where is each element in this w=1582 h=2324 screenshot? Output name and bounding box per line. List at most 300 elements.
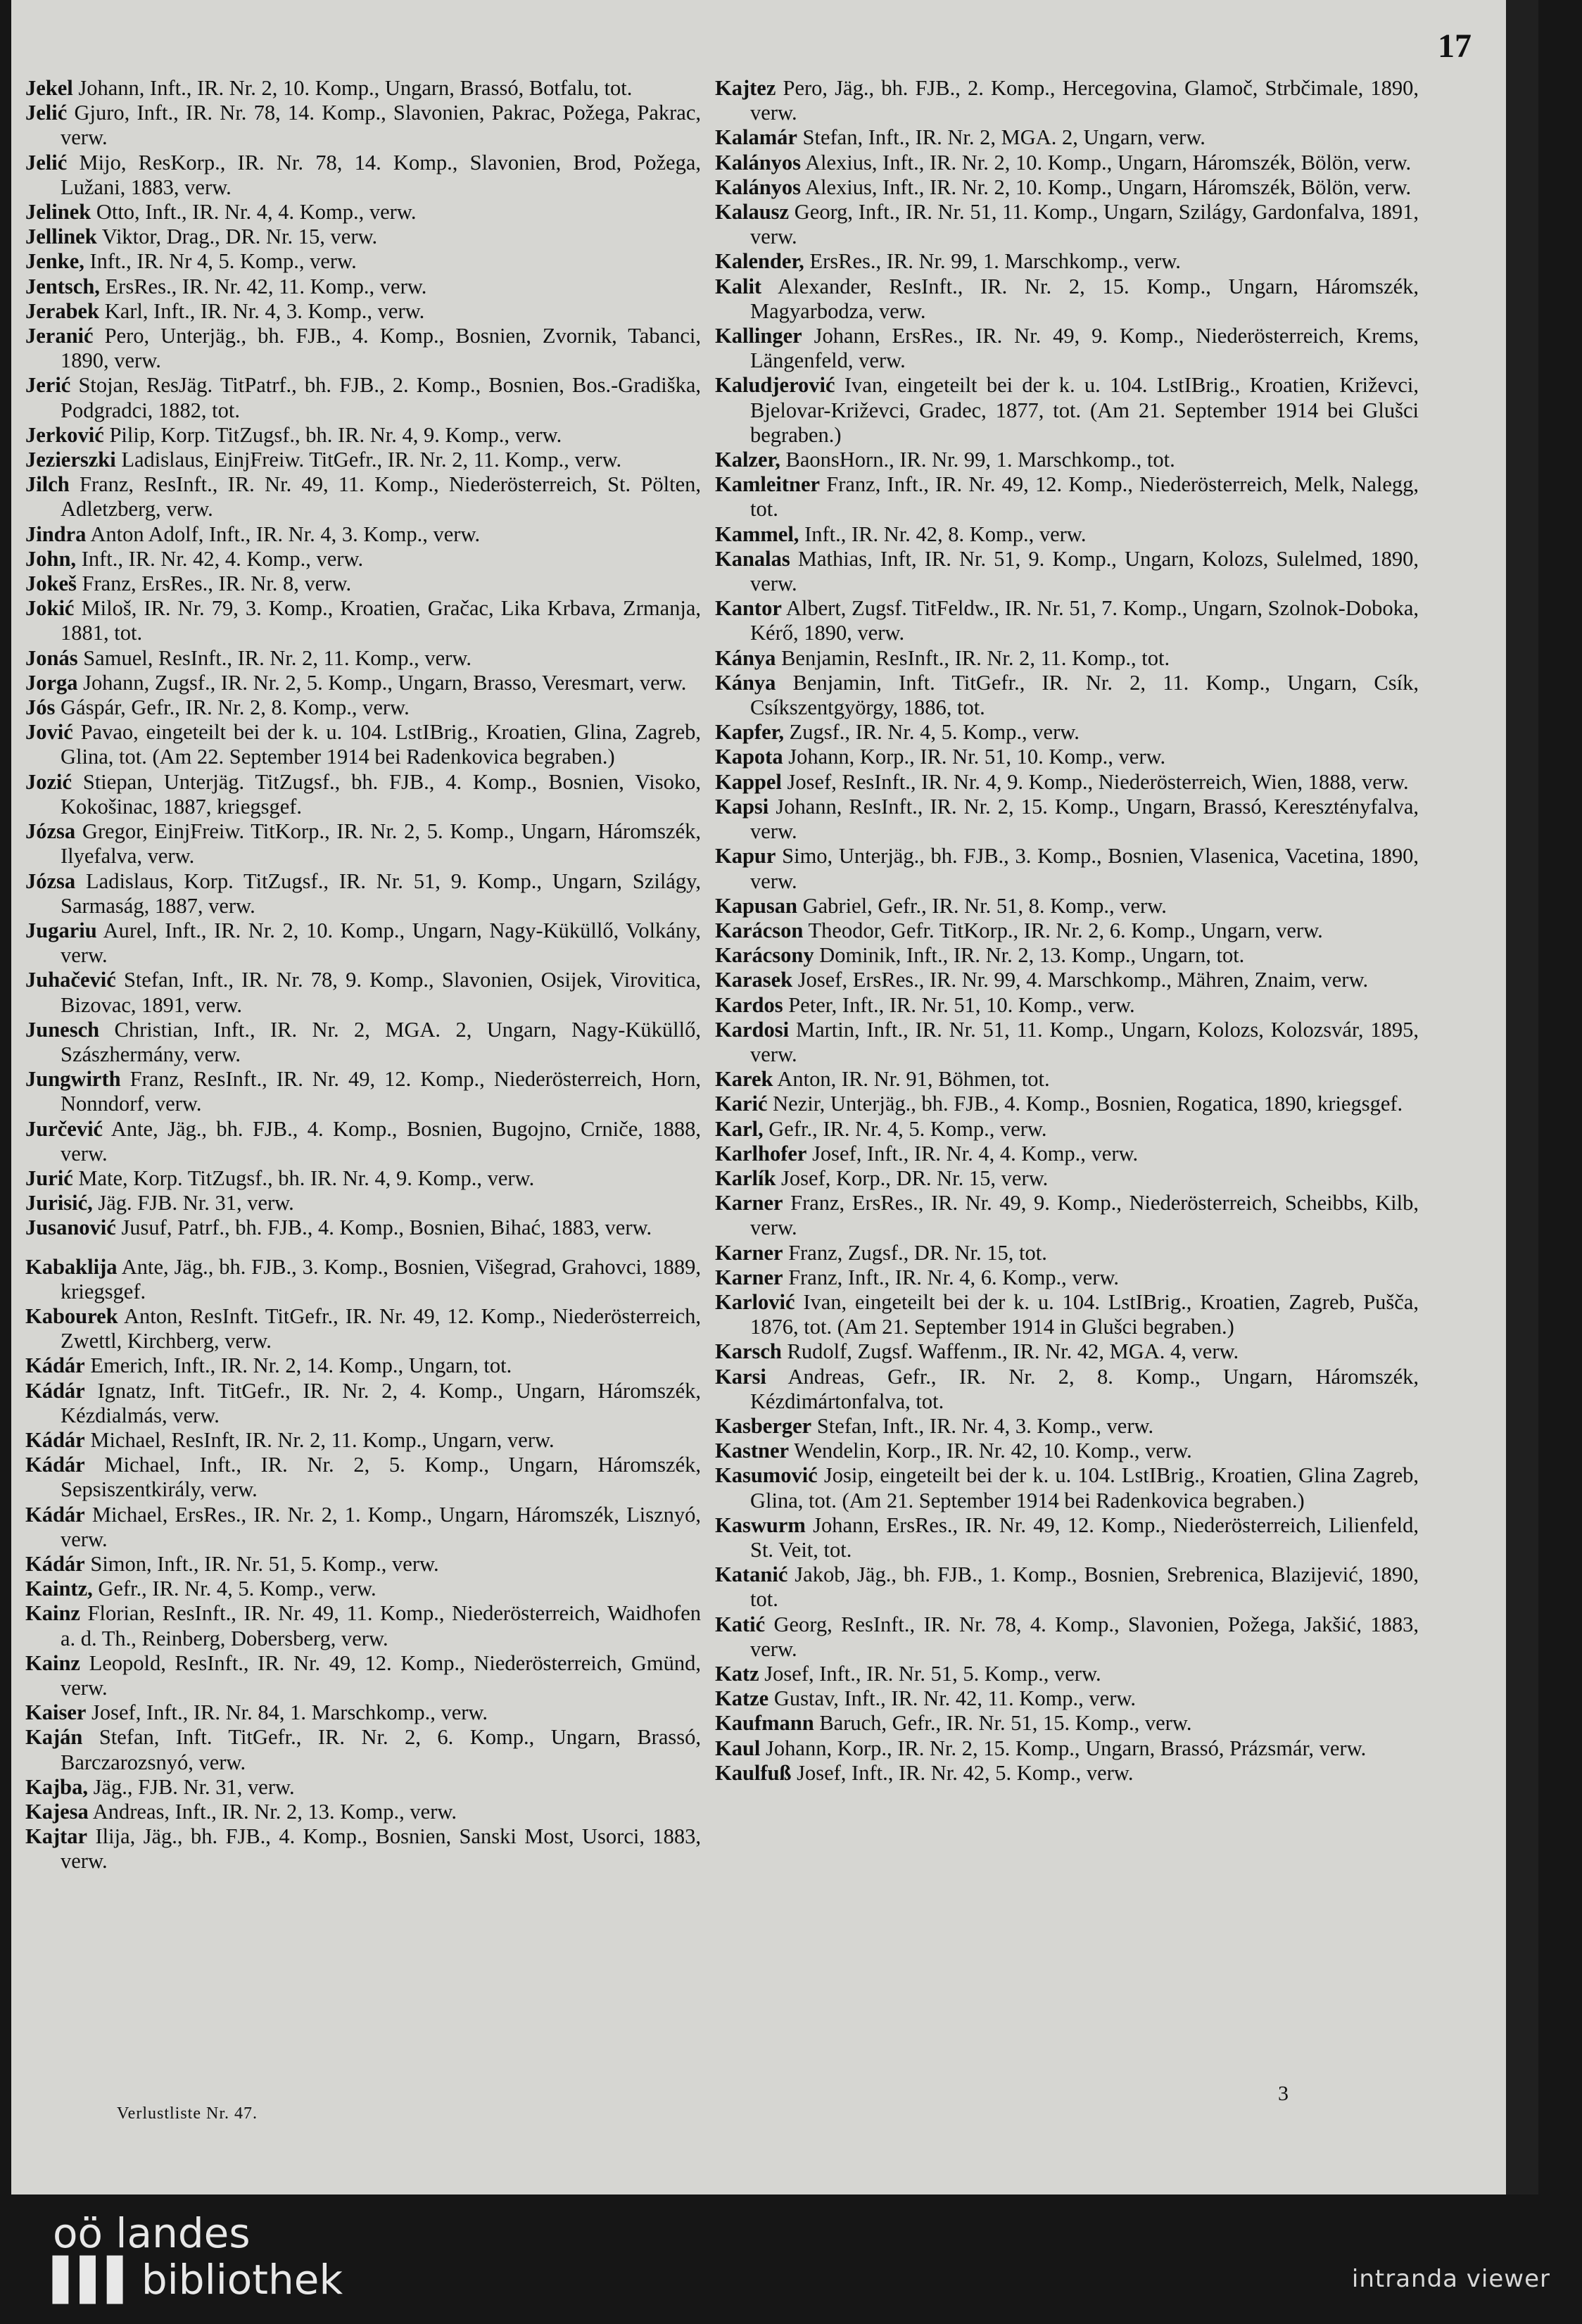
list-item (25, 1117, 701, 1166)
entry-details: Ladislaus, EinjFreiw. TitGefr., IR. Nr. 2, 11. Komp., verw. (115, 448, 622, 472)
entry-details: Jusuf, Patrf., bh. FJB., 4. Komp., Bosnien, Bihać, 1883, verw. (115, 1215, 652, 1240)
list-item (715, 1265, 1419, 1290)
list-item (25, 1651, 701, 1700)
entry-details: Ladislaus, Korp. TitZugsf., IR. Nr. 51, 9. Komp., Ungarn, Szilágy, Sarmaság, 1887, verw. (61, 869, 701, 918)
footer-left: Verlustliste Nr. 47. (117, 2104, 258, 2123)
list-item (715, 1662, 1419, 1686)
entry-surname: Jurić (25, 1166, 73, 1190)
entry-details: Rudolf, Zugsf. Waffenm., IR. Nr. 42, MGA. 4, verw. (781, 1339, 1239, 1364)
entry-surname: Kapur (715, 844, 776, 869)
entry-surname: Kasumović (715, 1463, 818, 1488)
entry-surname: Karner (715, 1191, 783, 1215)
entry-surname: Kaján (25, 1725, 83, 1750)
entry-surname: Kalzer, (715, 448, 780, 472)
entry-surname: Katić (715, 1612, 766, 1636)
entry-details: Gáspár, Gefr., IR. Nr. 2, 8. Komp., verw. (55, 695, 410, 720)
list-item (715, 1463, 1419, 1513)
list-item (25, 299, 701, 324)
entry-surname: Kabaklija (25, 1254, 118, 1279)
logo-line-2 (53, 2256, 343, 2303)
entry-surname: Kantor (715, 596, 782, 621)
entry-surname: Karlík (715, 1166, 776, 1190)
entry-details: Johann, ResInft., IR. Nr. 2, 15. Komp., Ungarn, Brassó, Keresztényfalva, verw. (750, 794, 1419, 844)
entry-details: Jäg. FJB. Nr. 31, verw. (92, 1191, 294, 1215)
entry-details: Florian, ResInft., IR. Nr. 49, 11. Komp., Niederösterreich, Waidhofen a. d. Th., Reinberg, Dobersberg, verw. (61, 1601, 701, 1650)
entry-details: Ante, Jäg., bh. FJB., 4. Komp., Bosnien, Bugojno, Crniče, 1888, verw. (61, 1116, 701, 1166)
entry-details: Anton Adolf, Inft., IR. Nr. 4, 3. Komp., verw. (86, 522, 481, 546)
entry-surname: Jerabek (25, 298, 100, 323)
entry-surname: Kanalas (715, 546, 790, 571)
entry-details: Pero, Unterjäg., bh. FJB., 4. Komp., Bosnien, Zvornik, Tabanci, 1890, verw. (61, 324, 701, 373)
list-item (715, 1166, 1419, 1191)
entry-details: Alexander, ResInft., IR. Nr. 2, 15. Komp., Ungarn, Háromszék, Magyarbodza, verw. (750, 274, 1419, 323)
entry-details: Albert, Zugsf. TitFeldw., IR. Nr. 51, 7. Komp., Ungarn, Szolnok-Doboka, Kérő, 1890, verw. (750, 596, 1419, 645)
entry-surname: Jelić (25, 101, 68, 125)
entry-details: Martin, Inft., IR. Nr. 51, 11. Komp., Ungarn, Kolozs, Kolozsvár, 1895, verw. (750, 1017, 1419, 1066)
list-item (715, 745, 1419, 769)
entry-surname: Karl, (715, 1116, 764, 1141)
list-item (25, 695, 701, 720)
entry-details: Stojan, ResJäg. TitPatrf., bh. FJB., 2. Komp., Bosnien, Bos.-Gradiška, Podgradci, 1882, tot. (61, 373, 701, 422)
entry-details: Michael, ErsRes., IR. Nr. 2, 1. Komp., Ungarn, Háromszék, Lisznyó, verw. (61, 1502, 701, 1551)
entry-surname: Kainz (25, 1601, 80, 1626)
entry-surname: Jelinek (25, 200, 91, 225)
entry-details: Franz, ResInft., IR. Nr. 49, 11. Komp., Niederösterreich, St. Pölten, Adletzberg, verw. (61, 472, 701, 522)
entry-details: Christian, Inft., IR. Nr. 2, MGA. 2, Ungarn, Nagy-Küküllő, Szászhermány, verw. (61, 1017, 701, 1066)
list-item (25, 448, 701, 472)
entry-details: Anton, IR. Nr. 91, Böhmen, tot. (773, 1067, 1050, 1092)
entry-details: Stefan, Inft., IR. Nr. 78, 9. Komp., Slavonien, Osijek, Virovitica, Bizovac, 1891, verw. (61, 968, 701, 1017)
entry-surname: Kalamár (715, 125, 797, 150)
entry-details: Benjamin, Inft. TitGefr., IR. Nr. 2, 11. Komp., Ungarn, Csík, Csíkszentgyörgy, 1886, tot. (750, 670, 1419, 720)
list-item (715, 646, 1419, 671)
entry-details: Josef, Inft., IR. Nr. 42, 5. Komp., verw. (791, 1760, 1134, 1785)
entry-details: Jakob, Jäg., bh. FJB., 1. Komp., Bosnien, Srebrenica, Blazijević, 1890, tot. (750, 1562, 1419, 1612)
list-item (715, 1365, 1419, 1414)
entry-surname: Józsa (25, 869, 76, 893)
entry-details: Franz, Zugsf., DR. Nr. 15, tot. (783, 1240, 1047, 1265)
list-item (715, 547, 1419, 596)
entry-details: Andreas, Gefr., IR. Nr. 2, 8. Komp., Ungarn, Háromszék, Kézdimártonfalva, tot. (750, 1364, 1419, 1413)
entry-surname: Karlhofer (715, 1141, 807, 1166)
list-item (25, 646, 701, 671)
entry-surname: Jindra (25, 522, 87, 546)
logo-line-1: oö landes (53, 2209, 251, 2257)
entry-details: Georg, ResInft., IR. Nr. 78, 4. Komp., Slavonien, Požega, Jakšić, 1883, verw. (750, 1612, 1419, 1661)
entry-surname: Kapsi (715, 794, 769, 819)
entry-details: Johann, Korp., IR. Nr. 51, 10. Komp., verw. (783, 745, 1166, 769)
entry-details: Aurel, Inft., IR. Nr. 2, 10. Komp., Ungarn, Nagy-Küküllő, Volkány, verw. (61, 918, 701, 968)
entry-surname: Jezierszki (25, 448, 116, 472)
list-item (25, 1215, 701, 1240)
list-item (25, 1453, 701, 1502)
list-item (25, 596, 701, 645)
list-item (25, 274, 701, 299)
entry-details: Karl, Inft., IR. Nr. 4, 3. Komp., verw. (99, 298, 425, 323)
list-item (715, 1092, 1419, 1116)
entry-details: Pavao, eingeteilt bei der k. u. 104. LstIBrig., Kroatien, Glina, Zagreb, Glina, tot. (Am 22. September 1914 bei Radenkovica begraben.) (61, 720, 701, 769)
entry-surname: Kapota (715, 745, 783, 769)
list-item (715, 968, 1419, 992)
list-item (25, 1304, 701, 1353)
entry-surname: Jović (25, 720, 73, 745)
entry-details: Mijo, ResKorp., IR. Nr. 78, 14. Komp., Slavonien, Brod, Požega, Lužani, 1883, verw. (61, 150, 701, 199)
list-item (25, 1577, 701, 1601)
entry-surname: Jerić (25, 373, 71, 398)
entry-surname: Karek (715, 1067, 773, 1092)
list-item (715, 1562, 1419, 1612)
list-item (25, 918, 701, 968)
entry-surname: Kaiser (25, 1700, 87, 1725)
list-item (25, 423, 701, 448)
entry-details: Gustav, Inft., IR. Nr. 42, 11. Komp., verw. (768, 1686, 1137, 1711)
entry-details: Ante, Jäg., bh. FJB., 3. Komp., Bosnien, Višegrad, Grahovci, 1889, kriegsgef. (61, 1254, 701, 1303)
list-item (715, 1339, 1419, 1364)
entry-surname: Jentsch, (25, 274, 100, 298)
list-item (715, 671, 1419, 720)
list-item (25, 1503, 701, 1552)
entry-details: Dominik, Inft., IR. Nr. 2, 13. Komp., Ungarn, tot. (814, 943, 1245, 968)
list-item (715, 1117, 1419, 1142)
entry-details: BaonsHorn., IR. Nr. 99, 1. Marschkomp., tot. (780, 448, 1175, 472)
entry-details: Ignatz, Inft. TitGefr., IR. Nr. 2, 4. Komp., Ungarn, Háromszék, Kézdialmás, verw. (61, 1378, 701, 1427)
list-item (25, 522, 701, 547)
entry-surname: John, (25, 546, 77, 571)
entry-details: Stefan, Inft., IR. Nr. 2, MGA. 2, Ungarn, verw. (797, 125, 1206, 150)
entry-surname: Kalányos (715, 175, 802, 199)
page-number: 17 (1438, 27, 1472, 65)
list-item (25, 76, 701, 101)
list-item (25, 1725, 701, 1774)
entry-surname: Karácsony (715, 943, 814, 968)
entry-surname: Jozić (25, 769, 72, 794)
entry-surname: Kabourek (25, 1303, 118, 1328)
entry-details: Nezir, Unterjäg., bh. FJB., 4. Komp., Bosnien, Rogatica, 1890, kriegsgef. (767, 1092, 1403, 1116)
list-item (715, 125, 1419, 150)
entry-surname: Jonás (25, 645, 78, 670)
list-item (25, 324, 701, 373)
entry-surname: Kallinger (715, 324, 802, 348)
list-item (715, 596, 1419, 645)
list-item (25, 472, 701, 522)
entry-surname: Kajtez (715, 76, 776, 100)
list-item (715, 76, 1419, 125)
entry-surname: Junesch (25, 1017, 100, 1042)
entry-surname: Jeranić (25, 324, 94, 348)
list-item (715, 770, 1419, 795)
entry-surname: Katz (715, 1662, 759, 1686)
entry-surname: Kádár (25, 1378, 85, 1403)
list-item (25, 571, 701, 596)
entry-details: Josip, eingeteilt bei der k. u. 104. LstIBrig., Kroatien, Glina Zagreb, Glina, tot. (Am 21. September 1914 bei Radenkovica begraben.) (750, 1463, 1419, 1513)
entry-details: Inft., IR. Nr 4, 5. Komp., verw. (84, 249, 357, 274)
entry-details: Samuel, ResInft., IR. Nr. 2, 11. Komp., verw. (77, 645, 472, 670)
list-item (25, 249, 701, 274)
list-item (25, 968, 701, 1017)
entry-surname: Kaintz, (25, 1577, 93, 1601)
entry-surname: Jugariu (25, 918, 97, 942)
list-item (25, 1775, 701, 1800)
entry-details: Andreas, Inft., IR. Nr. 2, 13. Komp., verw. (88, 1800, 457, 1824)
list-item (715, 844, 1419, 893)
entry-surname: Kaul (715, 1736, 761, 1760)
list-item (715, 1191, 1419, 1240)
entry-surname: Karić (715, 1092, 768, 1116)
entry-details: Inft., IR. Nr. 42, 8. Komp., verw. (799, 522, 1087, 546)
entry-details: Jäg., FJB. Nr. 31, verw. (87, 1774, 295, 1799)
list-item (715, 795, 1419, 844)
entry-details: Franz, Inft., IR. Nr. 4, 6. Komp., verw. (783, 1265, 1120, 1289)
list-item (715, 894, 1419, 918)
entry-details: Gabriel, Gefr., IR. Nr. 51, 8. Komp., verw. (797, 893, 1167, 918)
list-item (25, 1601, 701, 1650)
entry-surname: Kalender, (715, 249, 804, 274)
list-item (715, 943, 1419, 968)
entry-details: Inft., IR. Nr. 42, 4. Komp., verw. (76, 546, 364, 571)
entry-details: Josef, Inft., IR. Nr. 84, 1. Marschkomp., verw. (86, 1700, 488, 1725)
list-item (25, 1191, 701, 1215)
entry-details: Benjamin, ResInft., IR. Nr. 2, 11. Komp., tot. (776, 645, 1170, 670)
list-item (715, 1414, 1419, 1439)
entry-details: Josef, ErsRes., IR. Nr. 99, 4. Marschkomp., Mähren, Znaim, verw. (792, 968, 1369, 992)
list-item (715, 472, 1419, 522)
entry-details: ErsRes., IR. Nr. 99, 1. Marschkomp., verw. (804, 249, 1181, 274)
list-item (25, 1700, 701, 1725)
list-item (715, 1439, 1419, 1463)
entry-surname: Jenke, (25, 249, 84, 274)
list-item (25, 1067, 701, 1116)
document-page (11, 0, 1538, 2194)
entry-details: Gefr., IR. Nr. 4, 5. Komp., verw. (763, 1116, 1047, 1141)
entry-surname: Kastner (715, 1439, 790, 1463)
list-item (25, 151, 701, 200)
list-item (25, 1824, 701, 1874)
entry-details: Franz, ResInft., IR. Nr. 49, 12. Komp., Niederösterreich, Horn, Nonndorf, verw. (61, 1067, 701, 1116)
list-item (25, 869, 701, 918)
entry-details: Franz, Inft., IR. Nr. 49, 12. Komp., Niederösterreich, Melk, Nalegg, tot. (750, 472, 1419, 522)
list-item (715, 1686, 1419, 1711)
list-item (25, 671, 701, 695)
entry-details: Wendelin, Korp., IR. Nr. 42, 10. Komp., verw. (789, 1439, 1192, 1463)
logo-line-2-text: bibliothek (141, 2256, 343, 2304)
entry-details: Gjuro, Inft., IR. Nr. 78, 14. Komp., Slavonien, Pakrac, Požega, Pakrac, verw. (61, 101, 701, 150)
list-item (25, 1379, 701, 1428)
entry-surname: Jekel (25, 76, 73, 100)
entry-surname: Kánya (715, 670, 776, 695)
entry-surname: Kappel (715, 769, 782, 794)
entry-details: Simo, Unterjäg., bh. FJB., 3. Komp., Bosnien, Vlasenica, Vacetina, 1890, verw. (750, 844, 1419, 893)
entry-details: Franz, ErsRes., IR. Nr. 49, 9. Komp., Niederösterreich, Scheibbs, Kilb, verw. (750, 1191, 1419, 1240)
list-item (25, 373, 701, 422)
entry-details: Pero, Jäg., bh. FJB., 2. Komp., Hercegovina, Glamoč, Strbčimale, 1890, verw. (750, 76, 1419, 125)
bars-icon: ▌▌▌ (53, 2256, 134, 2304)
list-item (25, 547, 701, 571)
entry-details: Emerich, Inft., IR. Nr. 2, 14. Komp., Ungarn, tot. (84, 1353, 512, 1378)
entry-details: Gregor, EinjFreiw. TitKorp., IR. Nr. 2, 5. Komp., Ungarn, Háromszék, Ilyefalva, verw. (61, 819, 701, 869)
entry-details: Ivan, eingeteilt bei der k. u. 104. LstIBrig., Kroatien, Križevci, Bjelovar-Križevci, Gradec, 1877, tot. (Am 21. September 1914 bei Glušci begraben.) (750, 373, 1419, 447)
list-item (715, 200, 1419, 249)
entry-surname: Kamleitner (715, 472, 821, 497)
list-item (715, 993, 1419, 1018)
entry-details: Simon, Inft., IR. Nr. 51, 5. Komp., verw. (84, 1551, 439, 1576)
entry-details: Michael, Inft., IR. Nr. 2, 5. Komp., Ungarn, Háromszék, Sepsiszentkirály, verw. (61, 1453, 701, 1502)
list-item (715, 1736, 1419, 1761)
list-item (715, 1711, 1419, 1736)
entry-surname: Kajba, (25, 1774, 88, 1799)
entry-surname: Kádár (25, 1427, 85, 1452)
list-item (715, 1513, 1419, 1562)
entry-surname: Kajesa (25, 1800, 89, 1824)
list-item (715, 1241, 1419, 1265)
entry-surname: Kaufmann (715, 1711, 814, 1736)
list-item (715, 249, 1419, 274)
list-item (25, 770, 701, 819)
entry-surname: Kaulfuß (715, 1760, 792, 1785)
list-item (715, 1290, 1419, 1339)
entry-surname: Jorga (25, 670, 78, 695)
entry-surname: Kapusan (715, 893, 797, 918)
entry-details: Georg, Inft., IR. Nr. 51, 11. Komp., Ungarn, Szilágy, Gardonfalva, 1891, verw. (750, 200, 1419, 249)
list-item (715, 324, 1419, 373)
entry-surname: Katanić (715, 1562, 788, 1587)
entry-details: Josef, Inft., IR. Nr. 4, 4. Komp., verw. (806, 1141, 1139, 1166)
entry-details: Otto, Inft., IR. Nr. 4, 4. Komp., verw. (91, 200, 417, 225)
entry-surname: Jurisić, (25, 1191, 93, 1215)
entry-details: Stefan, Inft. TitGefr., IR. Nr. 2, 6. Komp., Ungarn, Brassó, Barczarozsnyó, verw. (61, 1725, 701, 1774)
entry-surname: Kapfer, (715, 720, 784, 745)
list-item (715, 373, 1419, 448)
list-item (715, 720, 1419, 745)
list-item (25, 200, 701, 225)
list-item (715, 448, 1419, 472)
list-item (25, 1018, 701, 1067)
list-item (25, 1353, 701, 1378)
entry-details: Anton, ResInft. TitGefr., IR. Nr. 49, 12. Komp., Niederösterreich, Zwettl, Kirchberg, verw. (61, 1303, 701, 1353)
list-item (25, 1552, 701, 1577)
entry-surname: Kaswurm (715, 1513, 806, 1537)
entry-surname: Kainz (25, 1650, 80, 1675)
viewer-brand[interactable]: intranda viewer (1351, 2265, 1550, 2293)
entry-details: Johann, Inft., IR. Nr. 2, 10. Komp., Ungarn, Brassó, Botfalu, tot. (72, 76, 633, 100)
list-item (715, 175, 1419, 200)
entry-surname: Jusanović (25, 1215, 116, 1240)
entry-surname: Juhačević (25, 968, 116, 992)
entry-surname: Karner (715, 1240, 783, 1265)
entry-surname: Kaludjerović (715, 373, 835, 398)
entry-surname: Kajtar (25, 1824, 88, 1849)
entry-details: Miloš, IR. Nr. 79, 3. Komp., Kroatien, Gračac, Lika Krbava, Zrmanja, 1881, tot. (61, 596, 701, 645)
footer-sheet-number: 3 (1278, 2082, 1289, 2105)
entry-details: Stiepan, Unterjäg. TitZugsf., bh. FJB., 4. Komp., Bosnien, Visoko, Kokošinac, 1887, kriegsgef. (61, 769, 701, 819)
entry-details: Johann, Zugsf., IR. Nr. 2, 5. Komp., Ungarn, Brasso, Veresmart, verw. (77, 670, 687, 695)
entry-surname: Karácson (715, 918, 804, 942)
entry-surname: Jerković (25, 422, 104, 447)
entry-details: Michael, ResInft, IR. Nr. 2, 11. Komp., Ungarn, verw. (84, 1427, 555, 1452)
entry-surname: Józsa (25, 819, 76, 844)
list-item (715, 1612, 1419, 1662)
list-item (715, 1761, 1419, 1786)
entry-surname: Kádár (25, 1551, 85, 1576)
entry-details: Leopold, ResInft., IR. Nr. 49, 12. Komp., Niederösterreich, Gmünd, verw. (61, 1650, 701, 1700)
entry-surname: Kalausz (715, 200, 790, 225)
entry-details: Johann, ErsRes., IR. Nr. 49, 12. Komp., Niederösterreich, Lilienfeld, St. Veit, tot. (750, 1513, 1419, 1562)
entry-surname: Jurčević (25, 1116, 103, 1141)
entry-details: Peter, Inft., IR. Nr. 51, 10. Komp., verw. (783, 992, 1135, 1017)
list-item (25, 720, 701, 769)
entry-details: Ilija, Jäg., bh. FJB., 4. Komp., Bosnien, Sanski Most, Usorci, 1883, verw. (61, 1824, 701, 1874)
entry-details: Ivan, eingeteilt bei der k. u. 104. LstIBrig., Kroatien, Zagreb, Pušča, 1876, tot. (Am 21. September 1914 in Glušci begraben.) (750, 1289, 1419, 1339)
entry-surname: Kádár (25, 1453, 85, 1477)
entry-surname: Katze (715, 1686, 769, 1711)
entry-details: Baruch, Gefr., IR. Nr. 51, 15. Komp., verw. (814, 1711, 1192, 1736)
entry-surname: Karsi (715, 1364, 766, 1389)
entry-surname: Kánya (715, 645, 776, 670)
entry-surname: Jellinek (25, 225, 97, 249)
entry-surname: Kardosi (715, 1017, 790, 1042)
entry-details: Stefan, Inft., IR. Nr. 4, 3. Komp., verw. (811, 1413, 1154, 1438)
entry-surname: Kammel, (715, 522, 799, 546)
list-item (715, 522, 1419, 547)
list-item (715, 918, 1419, 943)
entry-details: Franz, ErsRes., IR. Nr. 8, verw. (76, 571, 352, 596)
entry-surname: Jokeš (25, 571, 77, 596)
left-column (25, 76, 701, 1874)
list-item (25, 819, 701, 869)
entry-surname: Karlović (715, 1289, 795, 1314)
list-item (25, 225, 701, 249)
entry-details: Alexius, Inft., IR. Nr. 2, 10. Komp., Ungarn, Háromszék, Bölön, verw. (801, 150, 1412, 175)
entry-details: Pilip, Korp. TitZugsf., bh. IR. Nr. 4, 9. Komp., verw. (103, 422, 562, 447)
entry-details: Zugsf., IR. Nr. 4, 5. Komp., verw. (784, 720, 1080, 745)
entry-details: ErsRes., IR. Nr. 42, 11. Komp., verw. (99, 274, 427, 298)
entry-details: Gefr., IR. Nr. 4, 5. Komp., verw. (92, 1577, 376, 1601)
entry-details: Johann, Korp., IR. Nr. 2, 15. Komp., Ungarn, Brassó, Prázsmár, verw. (760, 1736, 1367, 1760)
entry-surname: Jokić (25, 596, 75, 621)
entry-details: Josef, Korp., DR. Nr. 15, verw. (776, 1166, 1049, 1190)
entry-surname: Kalányos (715, 150, 802, 175)
entry-surname: Karasek (715, 968, 793, 992)
library-logo[interactable] (53, 2210, 343, 2303)
entry-details: Josef, ResInft., IR. Nr. 4, 9. Komp., Niederösterreich, Wien, 1888, verw. (781, 769, 1409, 794)
entry-surname: Karsch (715, 1339, 782, 1364)
entry-details: Alexius, Inft., IR. Nr. 2, 10. Komp., Ungarn, Háromszék, Bölön, verw. (801, 175, 1412, 199)
entry-details: Josef, Inft., IR. Nr. 51, 5. Komp., verw. (759, 1662, 1101, 1686)
entry-surname: Jungwirth (25, 1067, 121, 1092)
list-item (25, 1166, 701, 1191)
entry-surname: Kalit (715, 274, 762, 298)
list-item (715, 1142, 1419, 1166)
entry-details: Theodor, Gefr. TitKorp., IR. Nr. 2, 6. Komp., Ungarn, verw. (803, 918, 1323, 942)
list-item (715, 1018, 1419, 1067)
entry-surname: Jós (25, 695, 56, 720)
list-item (25, 101, 701, 150)
entry-details: Mathias, Inft, IR. Nr. 51, 9. Komp., Ungarn, Kolozs, Sulelmed, 1890, verw. (750, 546, 1419, 596)
list-item (25, 1255, 701, 1304)
list-item (25, 1800, 701, 1824)
list-item (715, 151, 1419, 175)
page-edge-shadow (1506, 0, 1538, 2194)
right-column (715, 76, 1419, 1786)
list-item (715, 274, 1419, 324)
entry-details: Johann, ErsRes., IR. Nr. 49, 9. Komp., Niederösterreich, Krems, Längenfeld, verw. (750, 324, 1419, 373)
list-item (715, 1067, 1419, 1092)
entry-surname: Kardos (715, 992, 783, 1017)
list-item (25, 1428, 701, 1453)
entry-surname: Jilch (25, 472, 70, 497)
entry-surname: Kádár (25, 1353, 85, 1378)
entry-surname: Kádár (25, 1502, 85, 1527)
entry-details: Viktor, Drag., DR. Nr. 15, verw. (96, 225, 378, 249)
